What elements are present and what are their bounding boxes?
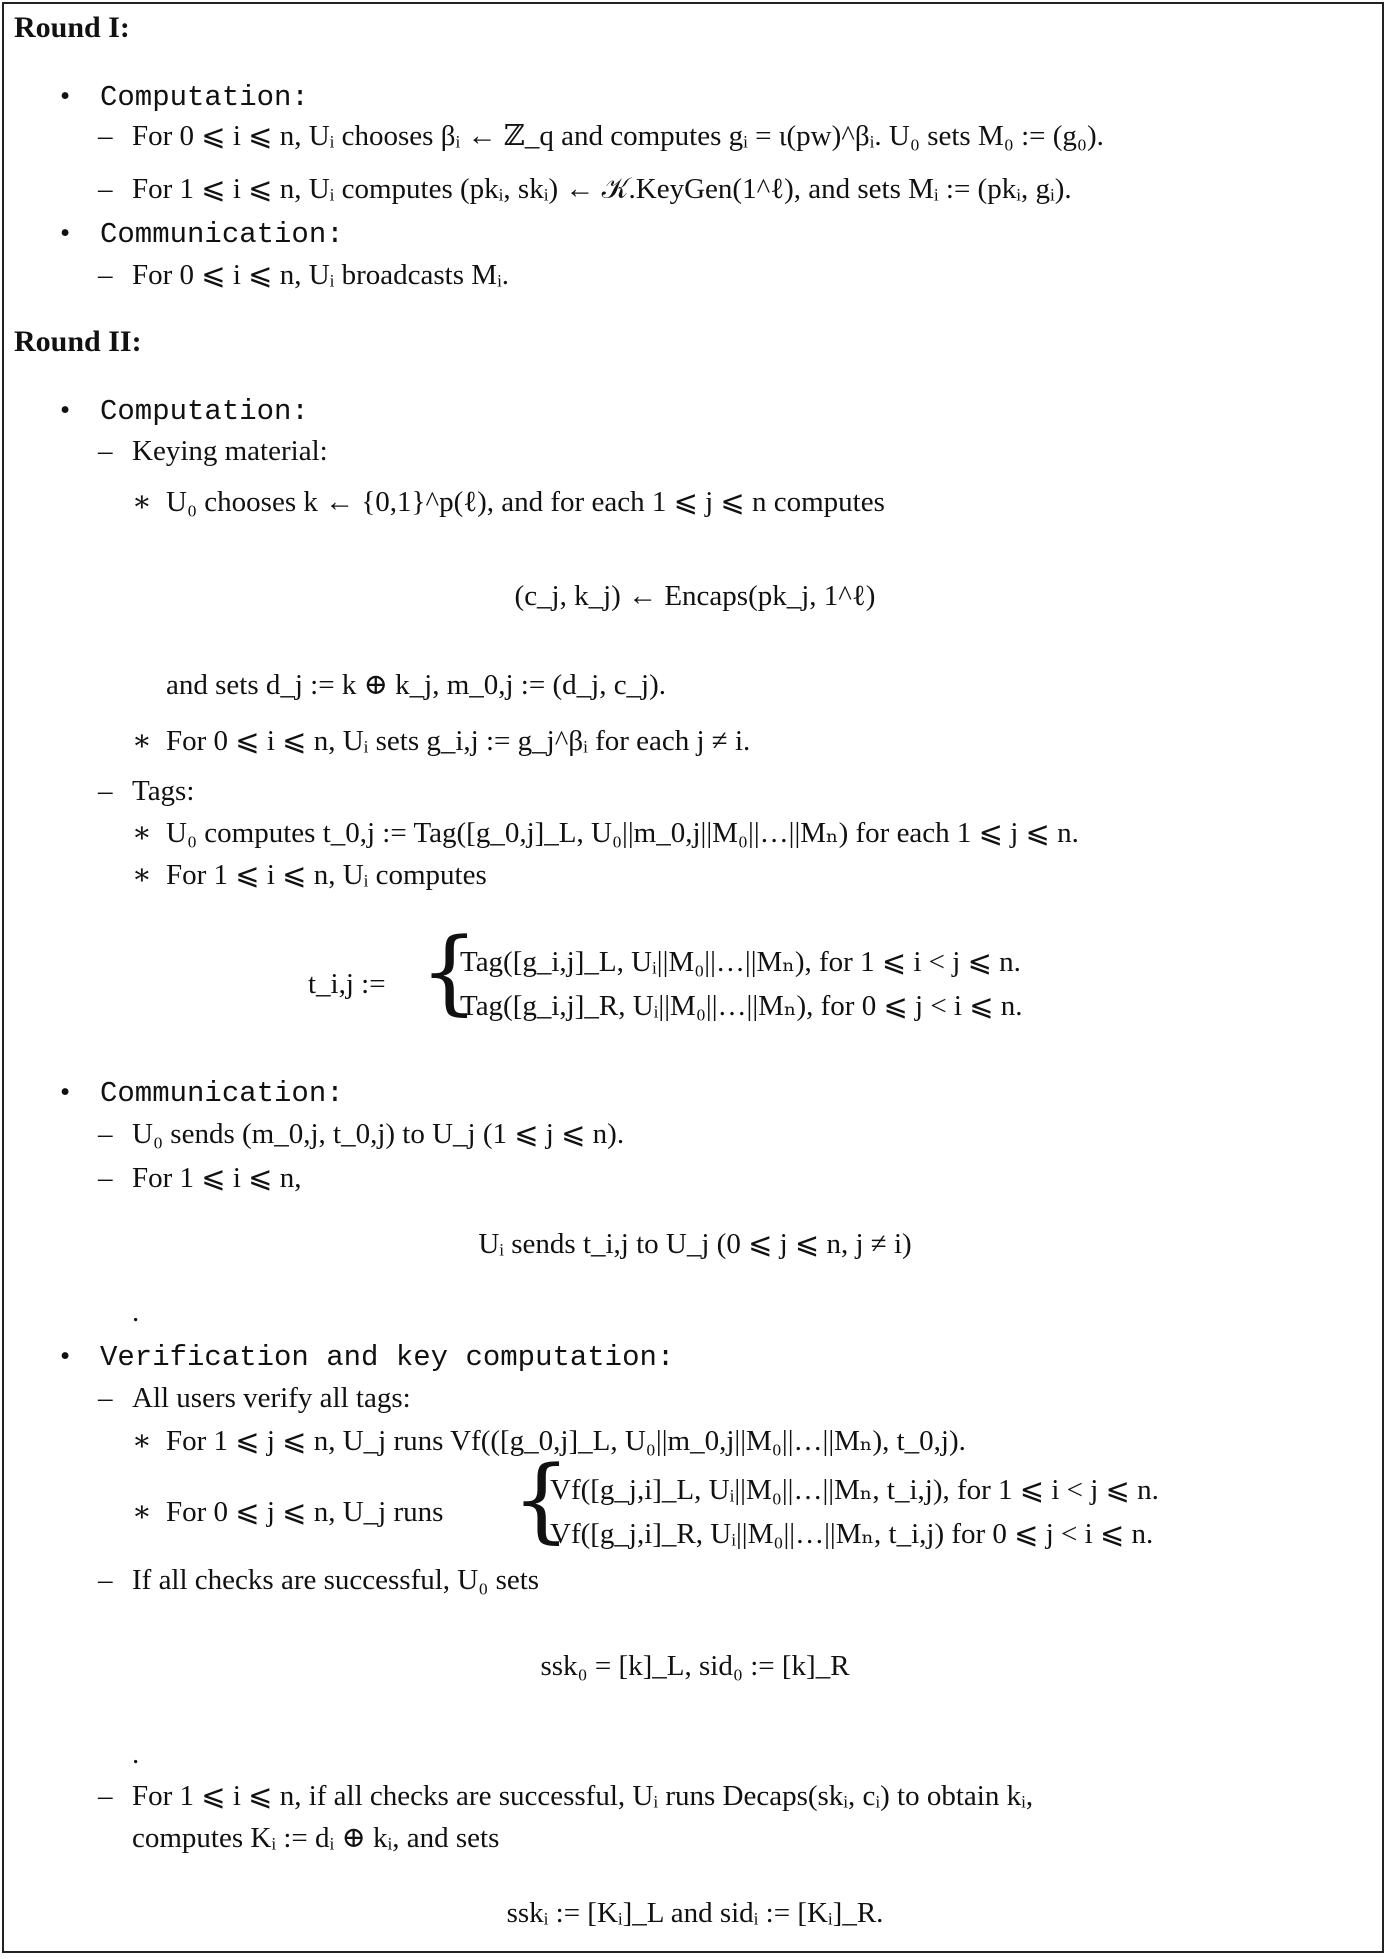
comm-item-2-text: For 1 ⩽ i ⩽ n, (132, 1162, 302, 1194)
verification-header: Verification and key computation: (100, 1341, 675, 1374)
tags-item-1 (132, 815, 1079, 851)
round-1-communication-header: Communication: (100, 218, 344, 251)
dash-icon: – (98, 1118, 113, 1150)
round-1-computation-line-2 (98, 171, 1072, 207)
tag-case-2: Tag([g_i,j]_R, Uᵢ||M₀||…||Mₙ), for 0 ⩽ j < i ⩽ n. (460, 990, 1023, 1022)
final-item-line-1: For 1 ⩽ i ⩽ n, if all checks are successful, Uᵢ runs Decaps(skᵢ, cᵢ) to obtain kᵢ, (132, 1780, 1034, 1812)
verify-label (98, 1380, 411, 1416)
round-2-title: Round II: (14, 325, 142, 358)
star-icon: ∗ (132, 1425, 152, 1457)
tags-label (98, 773, 194, 809)
round-1-title: Round I: (14, 11, 130, 44)
star-icon: ∗ (132, 817, 152, 849)
and-sets-line: and sets d_j := k ⊕ k_j, m_0,j := (d_j, c_j). (166, 669, 667, 701)
round-2-computation-header: Computation: (100, 395, 309, 428)
keying-label-text: Keying material: (132, 435, 328, 467)
left-brace-icon: { (420, 918, 479, 1025)
round-2-communication-header: Communication: (100, 1077, 344, 1110)
computation-step: For 1 ⩽ i ⩽ n, Uᵢ computes (pkᵢ, skᵢ) ← 𝒦.KeyGen(1^ℓ), and sets Mᵢ := (pkᵢ, gᵢ). (132, 173, 1072, 205)
bullet-icon: • (60, 80, 71, 112)
left-brace-icon: { (512, 1446, 571, 1553)
dash-icon: – (98, 173, 113, 205)
dash-icon: – (98, 1780, 113, 1812)
dash-icon: – (98, 1162, 113, 1194)
tag-case-1: Tag([g_i,j]_L, Uᵢ||M₀||…||Mₙ), for 1 ⩽ i < j ⩽ n. (460, 946, 1021, 978)
round-2-computation-item (60, 392, 309, 430)
communication-step: For 0 ⩽ i ⩽ n, Uᵢ broadcasts Mᵢ. (132, 259, 510, 291)
sski-equation: sskᵢ := [Kᵢ]_L and sidᵢ := [Kᵢ]_R. (506, 1897, 884, 1929)
dash-icon: – (98, 775, 113, 807)
verify-case-2: Vf([g_j,i]_R, Uᵢ||M₀||…||Mₙ, t_i,j) for 0 ⩽ j < i ⩽ n. (550, 1518, 1154, 1550)
ssk0-equation-dot: . (132, 1738, 140, 1770)
star-icon: ∗ (132, 486, 152, 518)
dash-icon: – (98, 1564, 113, 1596)
success-item-text: If all checks are successful, U₀ sets (132, 1564, 540, 1596)
round-1-computation-item (60, 78, 309, 116)
star-icon: ∗ (132, 1496, 152, 1528)
keying-item-2 (132, 723, 750, 759)
send-equation-dot: . (132, 1296, 140, 1328)
tags-item-1-text: U₀ computes t_0,j := Tag([g_0,j]_L, U₀||m_0,j||M₀||…||Mₙ) for each 1 ⩽ j ⩽ n. (166, 817, 1079, 849)
verify-case-1: Vf([g_j,i]_L, Uᵢ||M₀||…||Mₙ, t_i,j), for 1 ⩽ i < j ⩽ n. (550, 1474, 1159, 1506)
bullet-icon: • (60, 1340, 71, 1372)
verify-item-1-text: For 1 ⩽ j ⩽ n, U_j runs Vf(([g_0,j]_L, U₀||m_0,j||M₀||…||Mₙ), t_0,j). (166, 1425, 966, 1457)
round-1-communication-item (60, 215, 344, 253)
verification-item (60, 1338, 674, 1376)
round-2-communication-item (60, 1074, 344, 1112)
keying-material-label (98, 433, 328, 469)
dash-icon: – (98, 259, 113, 291)
tags-label-text: Tags: (132, 775, 195, 807)
comm-item-1-text: U₀ sends (m_0,j, t_0,j) to U_j (1 ⩽ j ⩽ n). (132, 1118, 625, 1150)
encaps-equation: (c_j, k_j) ← Encaps(pk_j, 1^ℓ) (514, 580, 876, 612)
tags-item-2 (132, 857, 487, 893)
tags-item-2-text: For 1 ⩽ i ⩽ n, Uᵢ computes (166, 859, 487, 891)
send-equation: Uᵢ sends t_i,j to U_j (0 ⩽ j ⩽ n, j ≠ i) (478, 1228, 912, 1260)
star-icon: ∗ (132, 859, 152, 891)
success-item (98, 1562, 539, 1598)
ssk0-equation: ssk₀ = [k]_L, sid₀ := [k]_R (540, 1650, 850, 1682)
computation-step: For 0 ⩽ i ⩽ n, Uᵢ chooses βᵢ ← ℤ_q and computes gᵢ = ι(pw)^βᵢ. U₀ sets M₀ := (g₀). (132, 120, 1104, 152)
verify-item-2 (132, 1494, 443, 1530)
communication-step-1 (98, 1116, 624, 1152)
dash-icon: – (98, 1382, 113, 1414)
round-1-communication-line (98, 257, 509, 293)
bullet-icon: • (60, 1076, 71, 1108)
keying-item-2-text: For 0 ⩽ i ⩽ n, Uᵢ sets g_i,j := g_j^βᵢ for each j ≠ i. (166, 725, 751, 757)
bullet-icon: • (60, 394, 71, 426)
round-1-computation-header: Computation: (100, 81, 309, 114)
keying-item-1-text: U₀ chooses k ← {0,1}^p(ℓ), and for each 1 ⩽ j ⩽ n computes (166, 486, 885, 518)
round-1-computation-line-1 (98, 118, 1104, 154)
verify-label-text: All users verify all tags: (132, 1382, 411, 1414)
tag-lhs: t_i,j := (308, 968, 386, 1000)
communication-step-2 (98, 1160, 301, 1196)
dash-icon: – (98, 120, 113, 152)
bullet-icon: • (60, 217, 71, 249)
verify-item-2-prefix: For 0 ⩽ j ⩽ n, U_j runs (166, 1496, 444, 1528)
final-item-line-2: computes Kᵢ := dᵢ ⊕ kᵢ, and sets (132, 1822, 500, 1854)
star-icon: ∗ (132, 725, 152, 757)
dash-icon: – (98, 435, 113, 467)
keying-item-1 (132, 484, 885, 520)
final-item (98, 1778, 1033, 1814)
